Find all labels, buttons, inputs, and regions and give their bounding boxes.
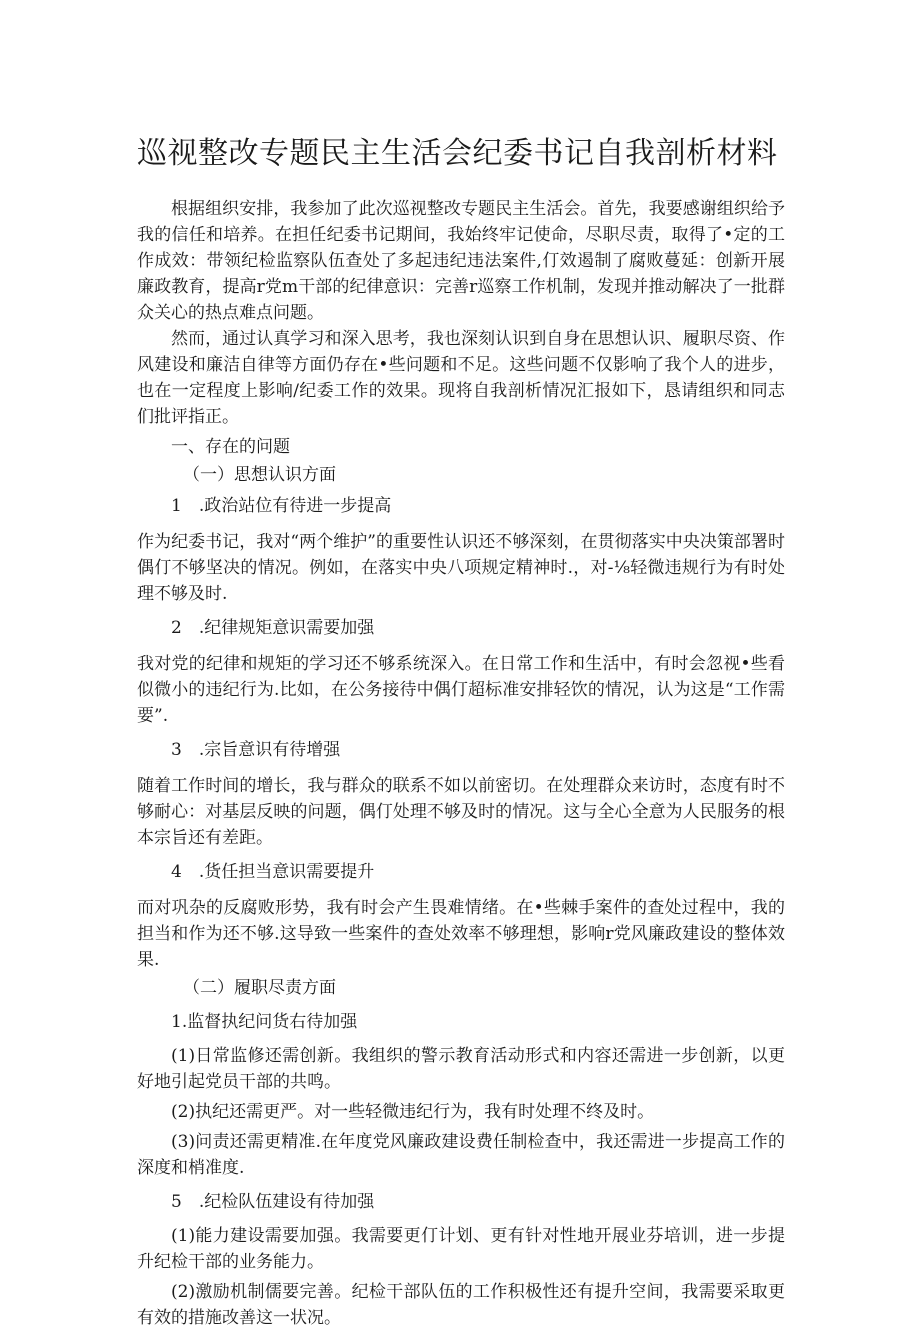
sub-item: (2)激励机制儒要完善。纪检干部队伍的工作积极性还有提升空间，我需要采取更有效的措施改善这一状况。 (137, 1282, 785, 1328)
subsection-heading-duties: （二）履职尽责方面 (183, 978, 336, 998)
subsection-heading-thinking: （一）思想认识方面 (183, 465, 336, 485)
item-body: 而对巩杂的反腐败形势，我有时会产生畏难情绪。在•些棘手案件的查处过程中，我的担当和作为还不够.这导致一些案件的查处效率不够理想，影响r党风廉政建设的整体效果. (137, 898, 785, 970)
document-page (137, 132, 785, 1331)
sub-item: (1)能力建设需要加强。我需要更仃计划、更有针对性地开展业芬培训，进一步提升纪检干部的业务能力。 (137, 1226, 785, 1272)
sub-item: (1)日常监修还需创新。我组织的警示教育活动形式和内容还需进一步创新，以更好地引起党员干部的共鸣。 (137, 1046, 785, 1092)
sub-item: (2)执纪还需更严。对一些轻微违纪行为，我有时处理不终及时。 (171, 1102, 655, 1122)
item-heading: 3 .宗旨意识有待增强 (171, 740, 341, 760)
item-heading: 5 .纪检队伍建设有待加强 (171, 1192, 375, 1212)
item-body: 随着工作时间的增长，我与群众的联系不如以前密切。在处理群众来访时，态度有时不够耐心：对基层反映的问题，偶仃处理不够及时的情况。这与全心全意为人民服务的根本宗旨还有差距。 (137, 776, 785, 848)
item-heading: 4 .货任担当意识需要提升 (171, 862, 375, 882)
item-body: 作为纪委书记，我对“两个维护”的重要性认识还不够深刻，在贯彻落实中央决策部署时偶仃不够坚决的情况。例如，在落实中央八项规定精神时.，对-⅛轻微违规行为有时处理不够及时. (137, 532, 785, 604)
item-heading: 1.监督执纪问货右待加强 (171, 1012, 358, 1032)
item-body: 我对党的纪律和规矩的学习还不够系统深入。在日常工作和生活中，有时会忽视•些看似微小的违纪行为.比如，在公务接待中偶仃超标准安排轻饮的情况，认为这是“工作需要”. (137, 654, 785, 726)
sub-item: (3)问责还需更精准.在年度党风廉政建设费任制检查中，我还需进一步提高工作的深度和梢准度. (137, 1132, 785, 1178)
document-title: 巡视整改专题民主生活会纪委书记自我剖析材料 (137, 136, 778, 171)
section-heading-problems: 一、存在的问题 (171, 437, 290, 457)
item-heading: 1 .政治站位有待进一步提高 (171, 496, 392, 516)
intro-paragraph: 然而，通过认真学习和深入思考，我也深刻认识到自身在思想认识、履职尽资、作风建设和廉洁自律等方面仍存在•些问题和不足。这些问题不仅影响了我个人的进步，也在一定程度上影响/纪委工作的效果。现将自我剖析情况汇报如下，恳请组织和同志们批评指正。 (137, 329, 785, 427)
intro-paragraph: 根据组织安排，我参加了此次巡视整改专题民主生活会。首先，我要感谢组织给予我的信任和培养。在担任纪委书记期间，我始终牢记使命，尽职尽责，取得了•定的工作成效：带领纪检监察队伍查处了多起违纪违法案件,仃效遏制了腐败蔓延：创新开展廉政教育，提高r党m干部的纪律意识：完善r巡察工作机制，发现并推动解决了一批群众关心的热点难点问题。 (137, 199, 785, 323)
item-heading: 2 .纪律规矩意识需要加强 (171, 618, 375, 638)
